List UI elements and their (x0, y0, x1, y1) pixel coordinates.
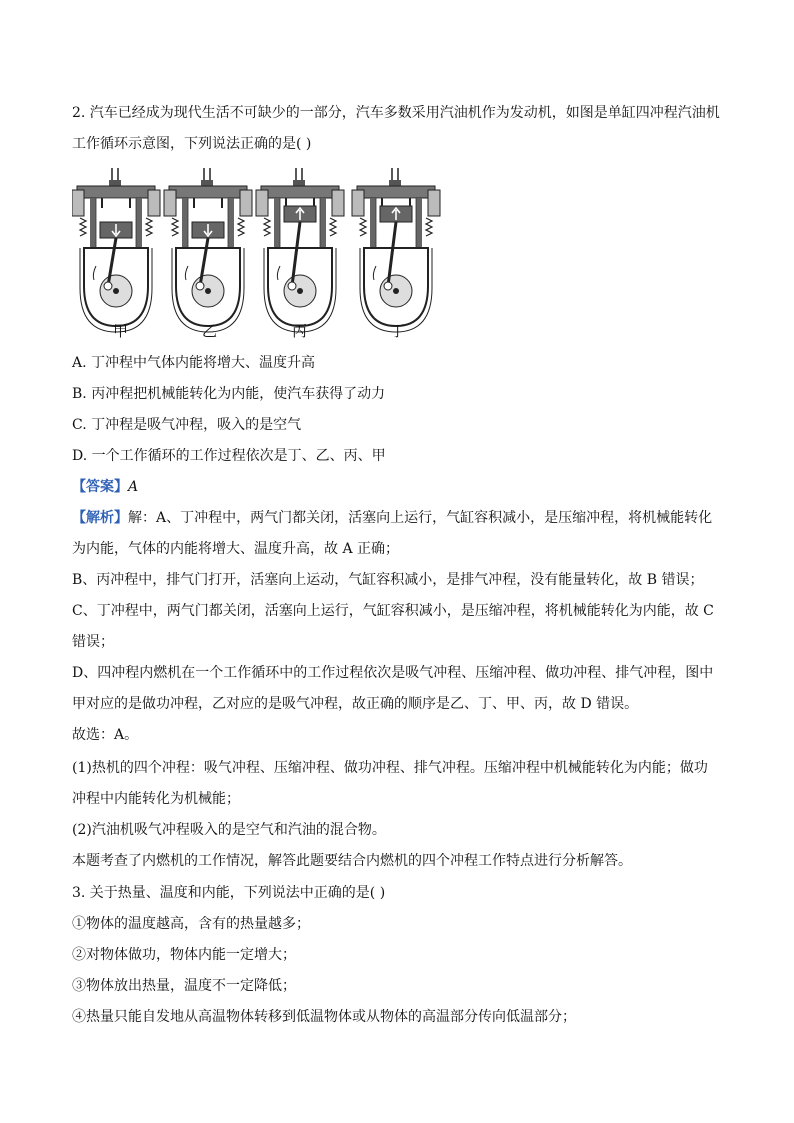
fig-label-ding: 丁 (390, 322, 406, 340)
fig-label-yi: 乙 (202, 322, 218, 340)
q3-stem: 3. 关于热量、温度和内能，下列说法中正确的是( ) (72, 885, 386, 901)
analysis-d2: 甲对应的是做功冲程，乙对应的是吸气冲程，故正确的顺序是乙、丁、甲、丙，故 D 错误。 (72, 696, 639, 712)
q3-statement-3: ③物体放出热量，温度不一定降低； (72, 978, 296, 994)
note-2: (2)汽油机吸气冲程吸入的是空气和汽油的混合物。 (72, 822, 386, 838)
analysis-a1: 解：A、丁冲程中，两气门都关闭，活塞向上运行，气缸容积减小，是压缩冲程，将机械能转化 (128, 510, 713, 526)
answer-tag: 【答案】 (72, 479, 128, 495)
engine-yi (164, 168, 252, 332)
q3-statement-2: ②对物体做功，物体内能一定增大； (72, 947, 296, 963)
engine-ding (352, 168, 440, 332)
q2-stem-line2: 工作循环示意图，下列说法正确的是( ) (72, 136, 312, 152)
engine-jia (72, 168, 160, 332)
analysis-b1: B、丙冲程中，排气门打开，活塞向上运动，气缸容积减小，是排气冲程，没有能量转化，故 B 错误； (72, 572, 704, 588)
q3-statement-4: ④热量只能自发地从高温物体转移到低温物体或从物体的高温部分传向低温部分； (72, 1009, 576, 1025)
engine-stroke-figure (72, 166, 442, 341)
option-a: A. 丁冲程中气体内能将增大、温度升高 (72, 355, 316, 371)
choose-line: 故选：A。 (72, 727, 139, 743)
note-1a: (1)热机的四个冲程：吸气冲程、压缩冲程、做功冲程、排气冲程。压缩冲程中机械能转化为内能；做功 (72, 760, 708, 776)
analysis-tag: 【解析】 (72, 510, 128, 526)
option-b: B. 丙冲程把机械能转化为内能，使汽车获得了动力 (72, 386, 386, 402)
analysis-a2: 为内能，气体的内能将增大、温度升高，故 A 正确； (72, 541, 400, 557)
fig-label-jia: 甲 (113, 322, 129, 340)
analysis-c1: C、丁冲程中，两气门都关闭，活塞向上运行，气缸容积减小，是压缩冲程，将机械能转化为内能，故 C (72, 603, 714, 619)
analysis-d1: D、四冲程内燃机在一个工作循环中的工作过程依次是吸气冲程、压缩冲程、做功冲程、排气冲程，图中 (72, 665, 714, 681)
q3-statement-1: ①物体的温度越高，含有的热量越多； (72, 916, 310, 932)
option-c: C. 丁冲程是吸气冲程，吸入的是空气 (72, 417, 302, 433)
engine-bing (256, 168, 344, 332)
analysis-line-1 (72, 508, 722, 528)
option-d: D. 一个工作循环的工作过程依次是丁、乙、丙、甲 (72, 448, 386, 464)
answer-line (72, 477, 722, 497)
answer-value: A (128, 479, 139, 495)
summary-line: 本题考查了内燃机的工作情况，解答此题要结合内燃机的四个冲程工作特点进行分析解答。 (72, 853, 632, 869)
fig-label-bing: 丙 (292, 322, 308, 340)
note-1b: 冲程中内能转化为机械能； (72, 791, 240, 807)
analysis-c2: 错误； (72, 634, 114, 650)
q2-stem-line1: 2. 汽车已经成为现代生活不可缺少的一部分，汽车多数采用汽油机作为发动机，如图是单缸四冲程汽油机 (72, 105, 720, 121)
